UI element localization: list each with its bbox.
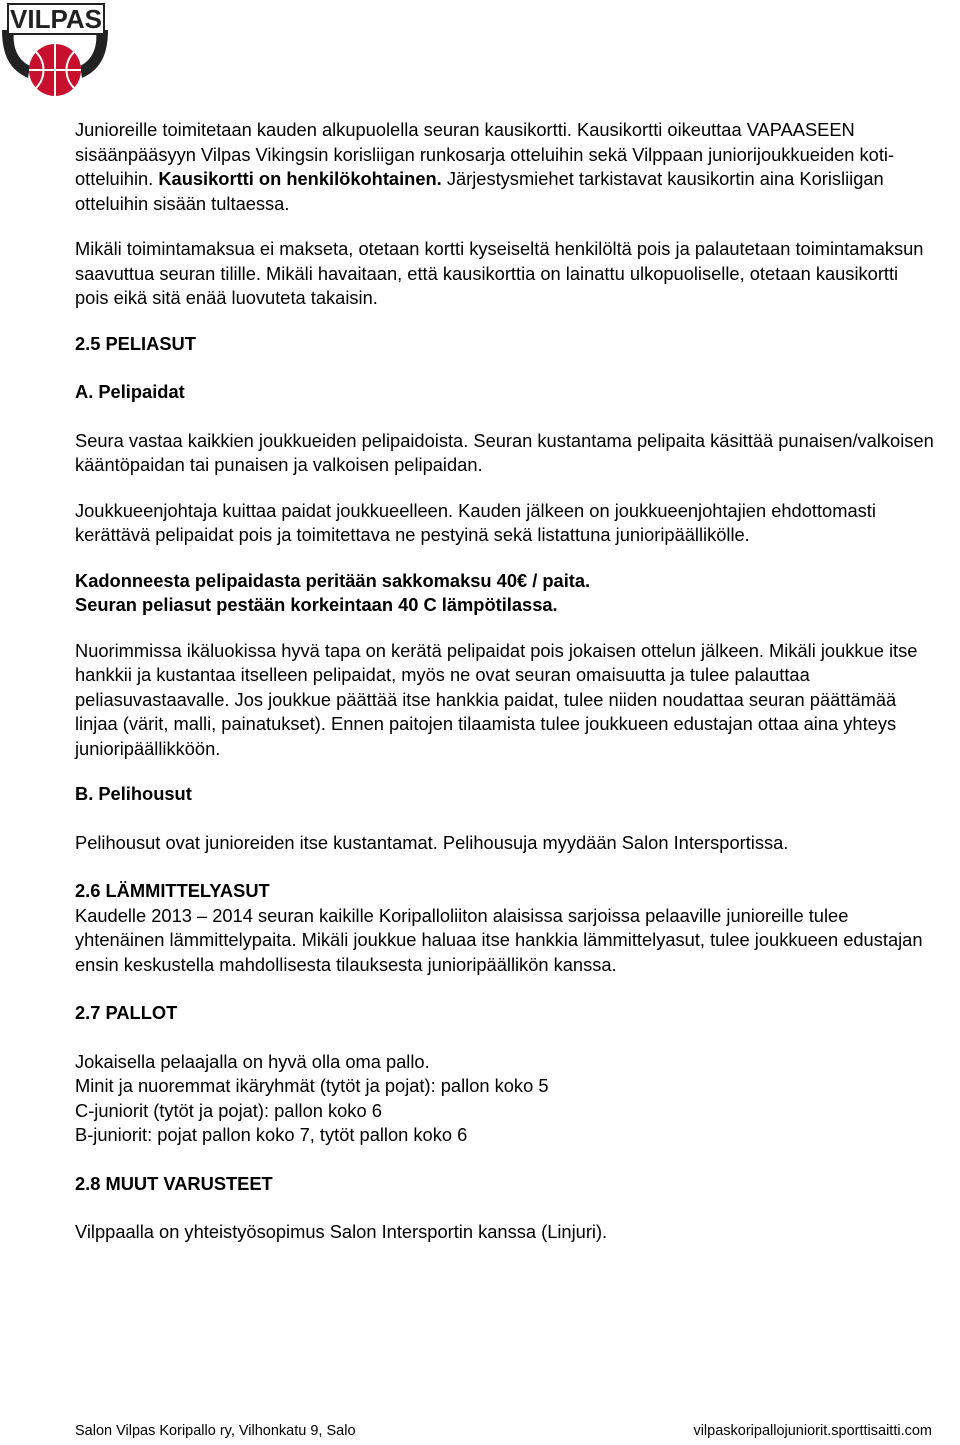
paragraph-intersport: Vilppaalla on yhteistyösopimus Salon Intersportin kanssa (Linjuri). — [75, 1221, 608, 1242]
paragraph-season-card: Junioreille toimitetaan kauden alkupuolella seuran kausikortti. Kausikortti oikeuttaa VAPAASEEN sisäänpääsyyn Vilpas Vikingsin korisliigan runkosarja otteluihin sekä Vilppaan juniorijoukkueiden koti-otteluihin. Kausikortti on henkilökohtainen. Järjestysmiehet tarkistavat kausikortin aina Korisliigan otteluihin sisään tultaessa. — [75, 119, 895, 214]
washing-notice: Seuran peliasut pestään korkeintaan 40 C lämpötilassa. — [75, 594, 558, 615]
paragraph-warmup: Kaudelle 2013 – 2014 seuran kaikille Koripalloliiton alaisissa sarjoissa pelaaville junioreille tulee yhtenäinen lämmittelypaita. Mikäli joukkue haluaa itse hankkia lämmittelyasut, tulee joukkueen edustajan ensin keskustella mahdollisesta tilauksesta junioripäällikön kanssa. — [75, 904, 923, 975]
balls-line: Minit ja nuoremmat ikäryhmät (tytöt ja pojat): pallon koko 5 — [75, 1075, 549, 1096]
logo-text: VILPAS — [10, 4, 102, 34]
heading-a: A. Pelipaidat — [75, 381, 185, 402]
paragraph-team-manager: Joukkueenjohtaja kuittaa paidat joukkueelleen. Kauden jälkeen on joukkueenjohtajien ehdottomasti kerättävä pelipaidat pois ja toimitettava ne pestyinä sekä listattuna junioripäällikölle. — [75, 499, 876, 545]
document-body — [75, 118, 935, 1245]
fine-notice: Kadonneesta pelipaidasta peritään sakkomaksu 40€ / paita. — [75, 569, 591, 591]
page-footer — [75, 1422, 932, 1440]
heading-2-7: 2.7 PALLOT — [75, 1002, 178, 1023]
heading-2-6: 2.6 LÄMMITTELYASUT — [75, 880, 270, 901]
heading-b: B. Pelihousut — [75, 783, 192, 804]
footer-address: Salon Vilpas Koripallo ry, Vilhonkatu 9, Salo — [75, 1423, 356, 1439]
paragraph-shorts: Pelihousut ovat junioreiden itse kustantamat. Pelihousuja myydään Salon Intersportissa. — [75, 831, 789, 853]
balls-line: B-juniorit: pojat pallon koko 7, tytöt pallon koko 6 — [75, 1124, 468, 1145]
heading-2-8: 2.8 MUUT VARUSTEET — [75, 1172, 273, 1194]
balls-line: Jokaisella pelaajalla on hyvä olla oma pallo. — [75, 1050, 430, 1072]
footer-website: vilpaskoripallojuniorit.sporttisaitti.com — [693, 1423, 932, 1439]
season-card-personal-note: Kausikortti on henkilökohtainen. — [158, 168, 442, 189]
paragraph-youngest: Nuorimmissa ikäluokissa hyvä tapa on kerätä pelipaidat pois jokaisen ottelun jälkeen. Mikäli joukkue itse hankkii ja kustantaa itselleen pelipaidat, myös ne ovat seuran omaisuutta ja tulee palauttaa peliasuvastaavalle. Jos joukkue päättää itse hankkia paidat, tulee niiden noudattaa seuran päättämää linjaa (värit, malli, painatukset). Ennen paitojen tilaamista tulee joukkueen edustajan ottaa aina yhteys junioripäällikköön. — [75, 639, 918, 759]
paragraph-fee: Mikäli toimintamaksua ei makseta, otetaan kortti kyseiseltä henkilöltä pois ja palautetaan toimintamaksun saavuttua seuran tilille. Mikäli havaitaan, että kausikorttia on lainattu ulkopuoliselle, otetaan kausikortti pois eikä sitä enää luovuteta takaisin. — [75, 238, 924, 308]
vilpas-logo — [0, 0, 110, 100]
paragraph-shirts: Seura vastaa kaikkien joukkueiden pelipaidoista. Seuran kustantama pelipaita käsittää punaisen/valkoisen kääntöpaidan tai punaisen ja valkoisen pelipaidan. — [75, 429, 934, 475]
balls-line: C-juniorit (tytöt ja pojat): pallon koko 6 — [75, 1099, 382, 1121]
heading-2-5: 2.5 PELIASUT — [75, 332, 196, 354]
